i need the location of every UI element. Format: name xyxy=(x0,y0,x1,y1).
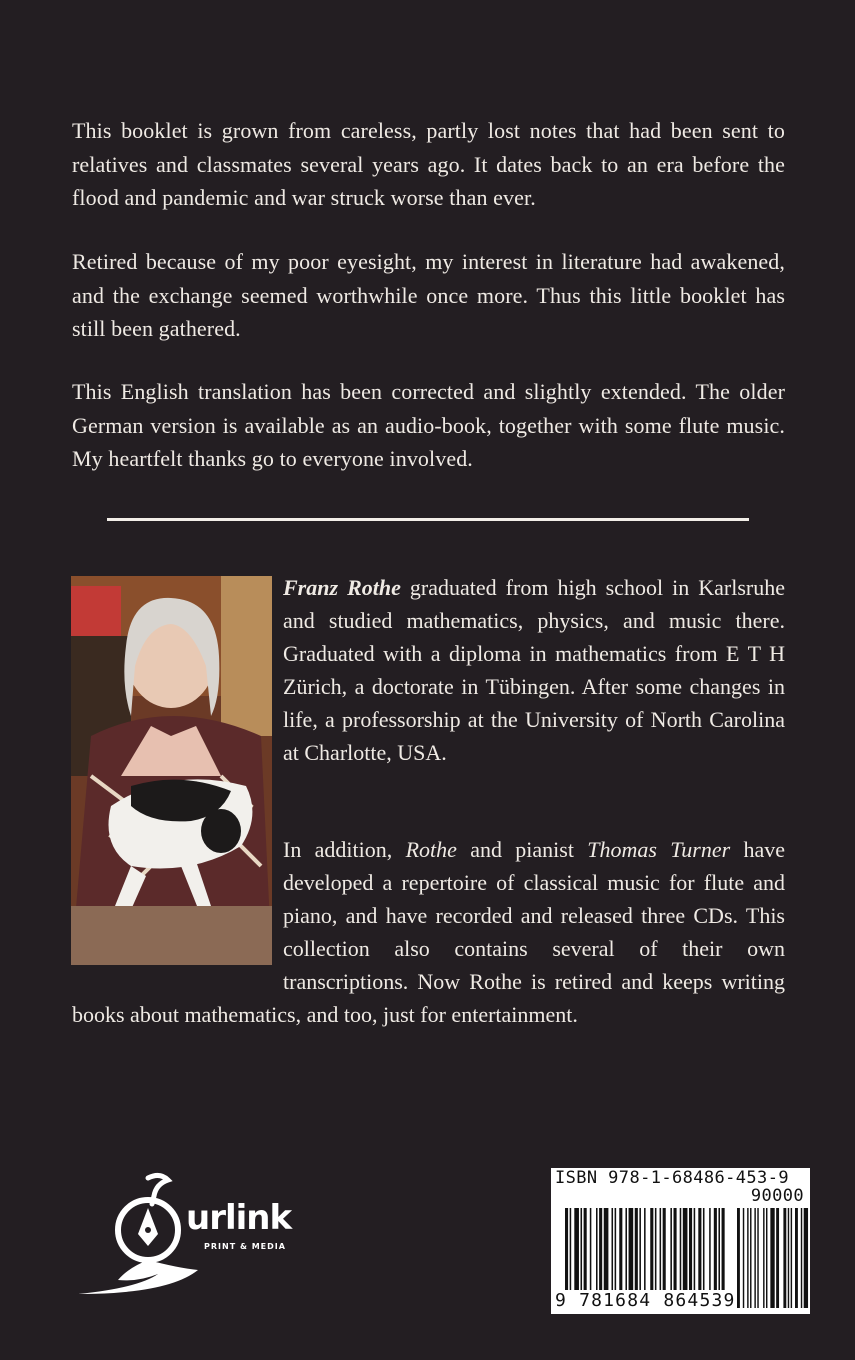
barcode-bar xyxy=(655,1208,657,1290)
barcode-bar xyxy=(584,1208,587,1290)
bio-2-text-c: have developed a repertoire of classical music for flute and piano, and have recorded and released three CDs. This collection also contains several of their own transcriptions. Now Rothe is retired and keeps writing books about mathematics, and too, just for entertainment. xyxy=(72,837,785,1027)
author-name: Franz Rothe xyxy=(283,575,401,600)
barcode-bar xyxy=(639,1208,641,1290)
addon-bar xyxy=(766,1208,767,1308)
barcode-bar xyxy=(694,1208,696,1290)
bio-2-text-a: In addition, xyxy=(283,837,406,862)
barcode-bar xyxy=(718,1208,720,1290)
barcode-bar xyxy=(703,1208,705,1290)
barcode-bar xyxy=(604,1208,609,1290)
barcode-bar xyxy=(644,1208,646,1290)
isbn-barcode xyxy=(551,1168,810,1314)
barcode-bar xyxy=(619,1208,622,1290)
intro-paragraph-2: Retired because of my poor eyesight, my interest in literature had awakened, and the exchange seemed worthwhile once more. Thus this little booklet has still been gathered. xyxy=(72,249,785,341)
addon-bar xyxy=(783,1208,786,1308)
bio-2-rothe: Rothe xyxy=(405,837,457,862)
barcode-bar xyxy=(581,1208,583,1290)
barcode-bar xyxy=(722,1208,725,1290)
publisher-name: urlink xyxy=(186,1198,292,1238)
addon-bar xyxy=(776,1208,779,1308)
barcode-bar xyxy=(612,1208,614,1290)
barcode-bar xyxy=(698,1208,701,1290)
addon-bar xyxy=(754,1208,755,1308)
barcode-bar xyxy=(689,1208,692,1290)
barcode-bar xyxy=(596,1208,598,1290)
bio-2-text-b: and pianist xyxy=(456,837,588,862)
pen-nib-icon xyxy=(78,1168,318,1308)
intro-paragraph-3: This English translation has been corrected and slightly extended. The older German version is available as an audio-book, together with some flute music. My heartfelt thanks go to everyone involved. xyxy=(72,379,785,471)
addon-bar xyxy=(770,1208,774,1308)
addon-bar xyxy=(763,1208,764,1308)
addon-bar xyxy=(801,1208,802,1308)
barcode-bar xyxy=(570,1208,572,1290)
intro-paragraph-1: This booklet is grown from careless, partly lost notes that had been sent to relatives and classmates several years ago. It dates back to an era before the flood and pandemic and war struck worse than ever. xyxy=(72,118,785,210)
addon-bar xyxy=(757,1208,758,1308)
addon-bar xyxy=(788,1208,789,1308)
barcode-bar xyxy=(635,1208,638,1290)
author-bio-1-text: graduated from high school in Karlsruhe and studied mathematics, physics, and music there. Graduated with a diploma in mathematics from E T H Zürich, a doctorate in Tübingen. After some changes in life, a professorship at the University of North Carolina at Charlotte, USA. xyxy=(283,575,785,765)
barcode-bar xyxy=(625,1208,627,1290)
publisher-tagline: PRINT & MEDIA xyxy=(204,1242,286,1251)
barcode-bar xyxy=(670,1208,672,1290)
barcode-bar xyxy=(599,1208,602,1290)
barcode-bar xyxy=(629,1208,634,1290)
barcode-bar xyxy=(590,1208,592,1290)
publisher-logo xyxy=(78,1168,318,1308)
barcode-bar xyxy=(680,1208,682,1290)
author-bio-paragraph-2 xyxy=(72,833,785,1031)
barcode-bar xyxy=(714,1208,717,1290)
addon-bar xyxy=(743,1208,744,1308)
barcode-bar xyxy=(674,1208,677,1290)
barcode-bar xyxy=(574,1208,579,1290)
barcode-bar xyxy=(663,1208,666,1290)
addon-bar xyxy=(804,1208,808,1308)
barcode-bar xyxy=(660,1208,662,1290)
barcode-bar xyxy=(615,1208,617,1290)
addon-bar xyxy=(791,1208,792,1308)
divider-rule xyxy=(107,518,749,521)
barcode-bar xyxy=(650,1208,653,1290)
addon-bar xyxy=(795,1208,798,1308)
ean-digits: 9 781684 864539 xyxy=(555,1290,736,1311)
pianist-name: Thomas Turner xyxy=(587,837,731,862)
price-code: 90000 xyxy=(750,1186,804,1206)
addon-bar xyxy=(737,1208,740,1308)
isbn-number: ISBN 978-1-68486-453-9 xyxy=(555,1168,789,1188)
barcode-bar xyxy=(565,1208,568,1290)
addon-bar xyxy=(750,1208,751,1308)
addon-bar xyxy=(747,1208,748,1308)
barcode-bar xyxy=(709,1208,711,1290)
barcode-bar xyxy=(683,1208,688,1290)
